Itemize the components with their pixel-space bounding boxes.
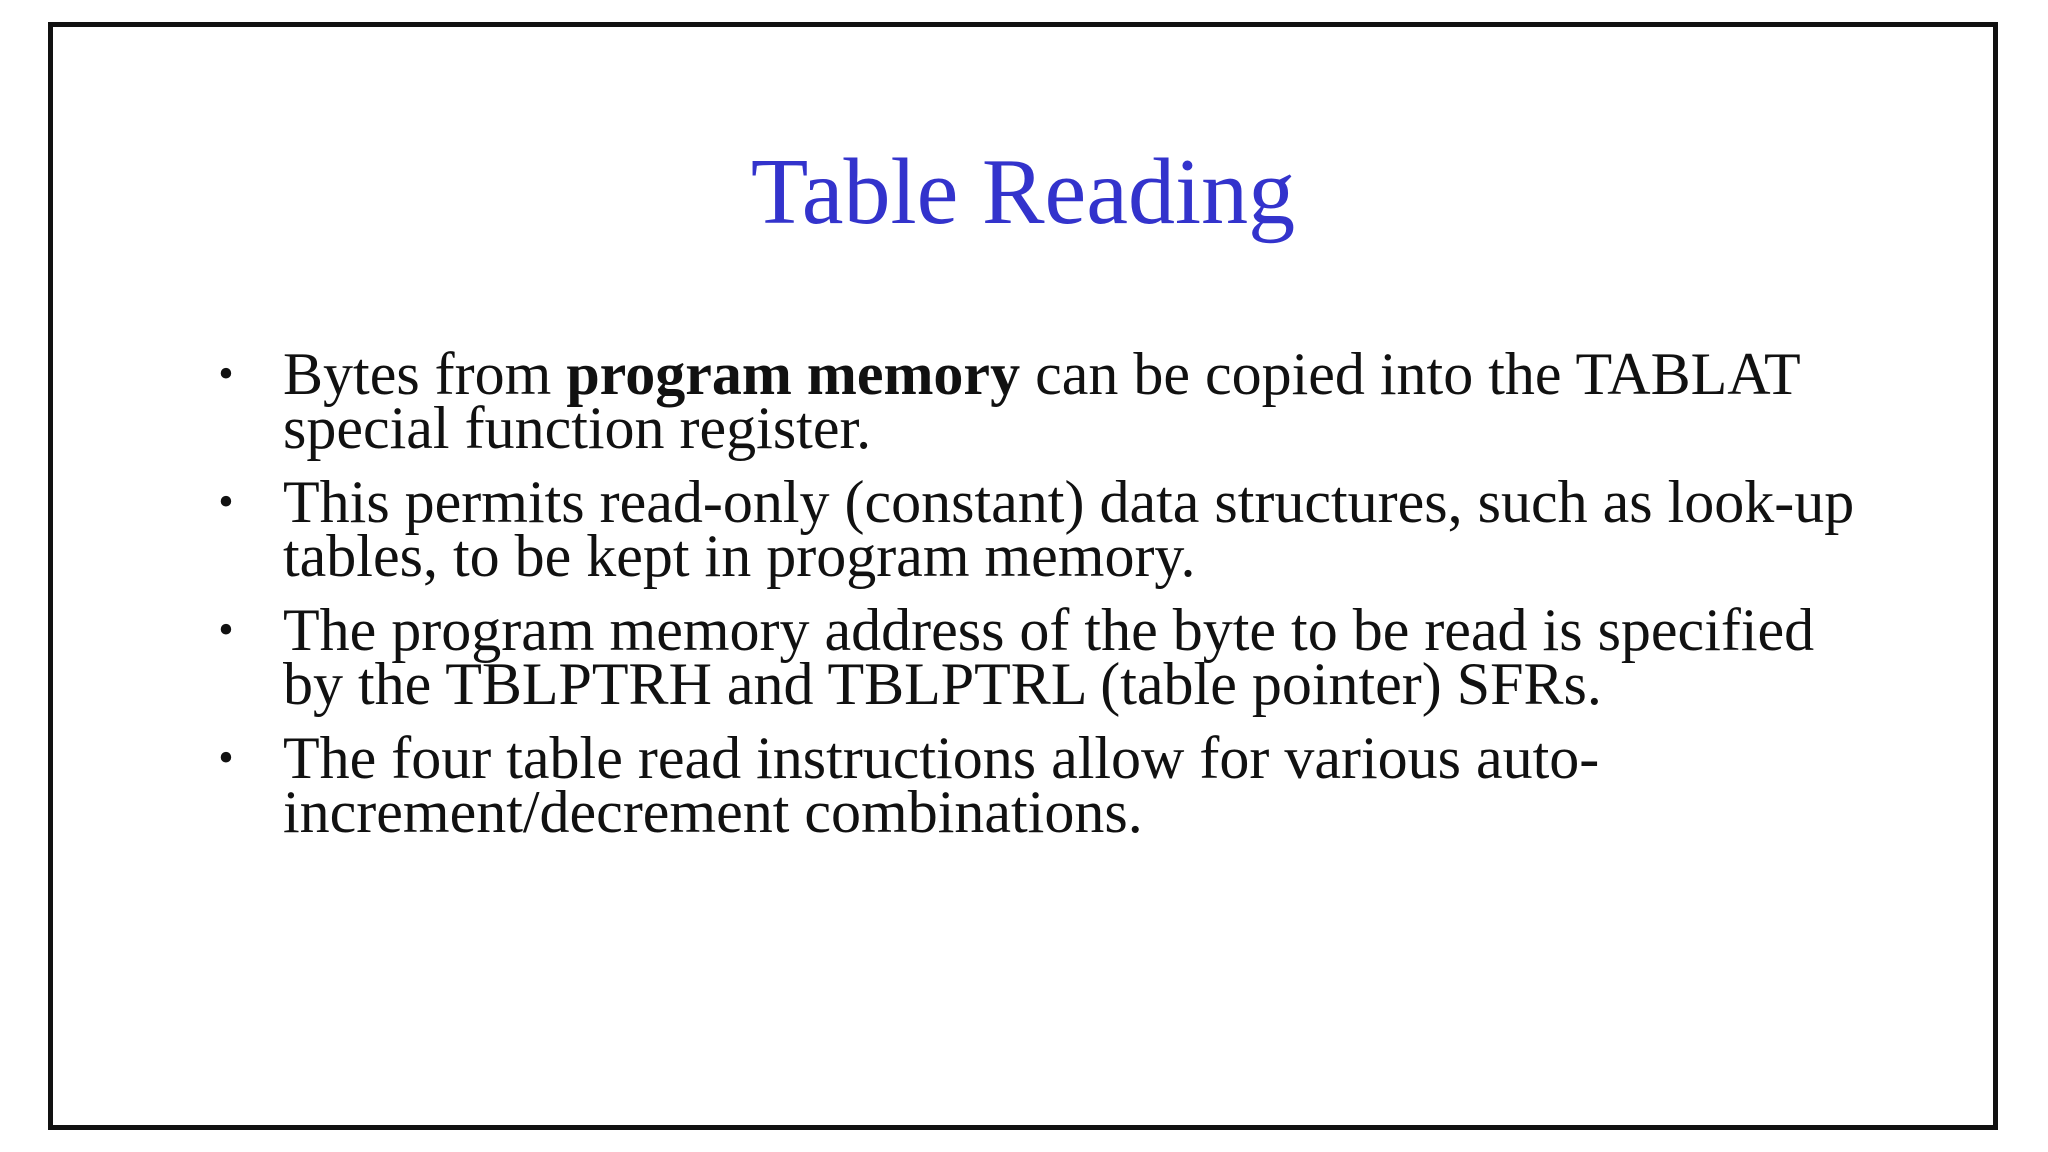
bullet-text: The program memory address of the byte to be read is specified by the TBLPTRH and TBLPTRL (table pointer) SFRs. [283, 597, 1815, 717]
slide-title: Table Reading [750, 140, 1296, 244]
bullet-text-suffix: can be copied into the TABLAT special function register. [283, 341, 1800, 461]
bullet-item [211, 597, 1871, 717]
bullet-item [211, 725, 1871, 845]
bullet-text-bold: program memory [566, 341, 1021, 407]
bullet-item [211, 341, 1871, 461]
bullet-text: The four table read instructions allow for various auto-increment/decrement combinations. [283, 725, 1600, 845]
bullet-icon: • [218, 349, 234, 398]
bullet-icon: • [218, 733, 234, 782]
slide-frame [48, 22, 1998, 1130]
bullet-text-prefix: Bytes from [283, 341, 567, 407]
bullet-icon: • [218, 605, 234, 654]
bullet-list [211, 341, 1871, 859]
bullet-text: This permits read-only (constant) data structures, such as look-up tables, to be kept in program memory. [283, 469, 1855, 589]
bullet-icon: • [218, 477, 234, 526]
bullet-item [211, 469, 1871, 589]
